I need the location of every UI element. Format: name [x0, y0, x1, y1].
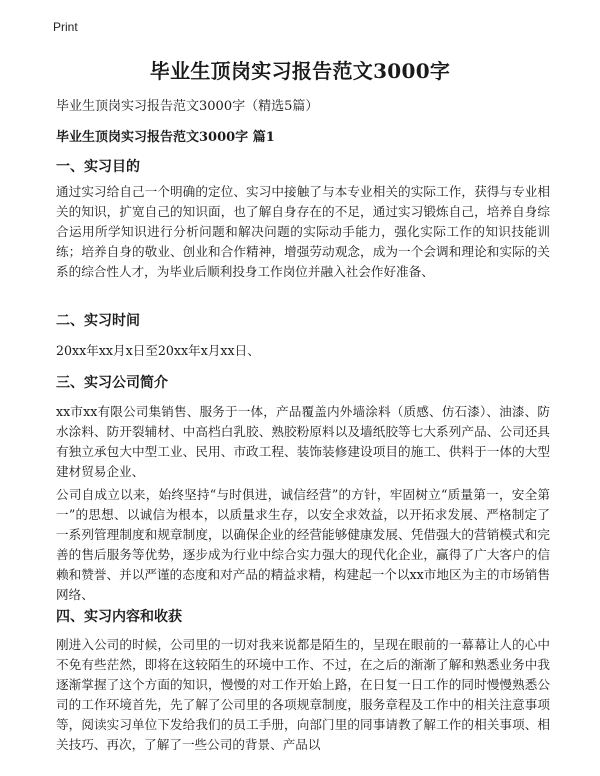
section-heading-purpose: 一、实习目的: [56, 159, 140, 175]
section-heading-content: 四、实习内容和收获: [56, 609, 182, 625]
paragraph-purpose: 通过实习给自己一个明确的定位、实习中接触了与本专业相关的实际工作，获得与专业相关的知识，扩宽自己的知识面，也了解自身存在的不足，通过实习锻炼自己，培养自身综合运用所学知识进行分析问题和解决问题的实际动手能力，强化实际工作的知识技能训练；培养自身的敬业、创业和合作精神，增强劳动观念，成为一个会调和理论和实际的关系的综合性人才，为毕业后顺利投身工作岗位并融入社会作好准备、: [56, 184, 550, 279]
paragraph-time: 20xx年xx月x日至20xx年x月xx日、: [56, 343, 260, 358]
section-heading-company: 三、实习公司简介: [56, 375, 168, 391]
page-title: 毕业生顶岗实习报告范文3000字: [149, 59, 451, 83]
article-title: 毕业生顶岗实习报告范文3000字 篇1: [56, 130, 275, 145]
document-subtitle: 毕业生顶岗实习报告范文3000字（精选5篇）: [56, 99, 319, 114]
paragraph-company-1: xx市xx有限公司集销售、服务于一体，产品覆盖内外墙涂料（质感、仿石漆）、油漆、防水涂料、防开裂辅材、中高档白乳胶、熟胶粉原料以及墙纸胶等七大系列产品、公司还具有独立承包大中型工业、民用、市政工程、装饰装修建设项目的施工、供料于一体的大型建材贸易企业、: [56, 404, 550, 479]
paragraph-company-2: 公司自成立以来，始终坚持“与时俱进，诚信经营”的方针，牢固树立“质量第一，安全第一”的思想、以诚信为根本，以质量求生存，以安全求效益，以开拓求发展、严格制定了一系列管理制度和规章制度，以确保企业的经营能够健康发展、凭借强大的营销模式和完善的售后服务等优势，逐步成为行业中综合实力强大的现代化企业，赢得了广大客户的信赖和赞誉、并以严谨的态度和对产品的精益求精，构建起一个以xx市地区为主的市场销售网络、: [56, 487, 550, 602]
print-link[interactable]: Print: [53, 20, 78, 34]
section-heading-time: 二、实习时间: [56, 313, 140, 329]
paragraph-content: 刚进入公司的时候，公司里的一切对我来说都是陌生的，呈现在眼前的一幕幕让人的心中不免有些茫然，即将在这较陌生的环境中工作、不过，在之后的渐渐了解和熟悉业务中我逐渐掌握了这个方面的知识，慢慢的对工作开始上路，在日复一日工作的同时慢慢熟悉公司的工作环境首先，先了解了公司里的各项规章制度，服务章程及工作中的相关注意事项等，阅读实习单位下发给我们的员工手册，向部门里的同事请教了解工作的相关事项、相关技巧、再次，了解了一些公司的背景、产品以: [56, 637, 550, 752]
